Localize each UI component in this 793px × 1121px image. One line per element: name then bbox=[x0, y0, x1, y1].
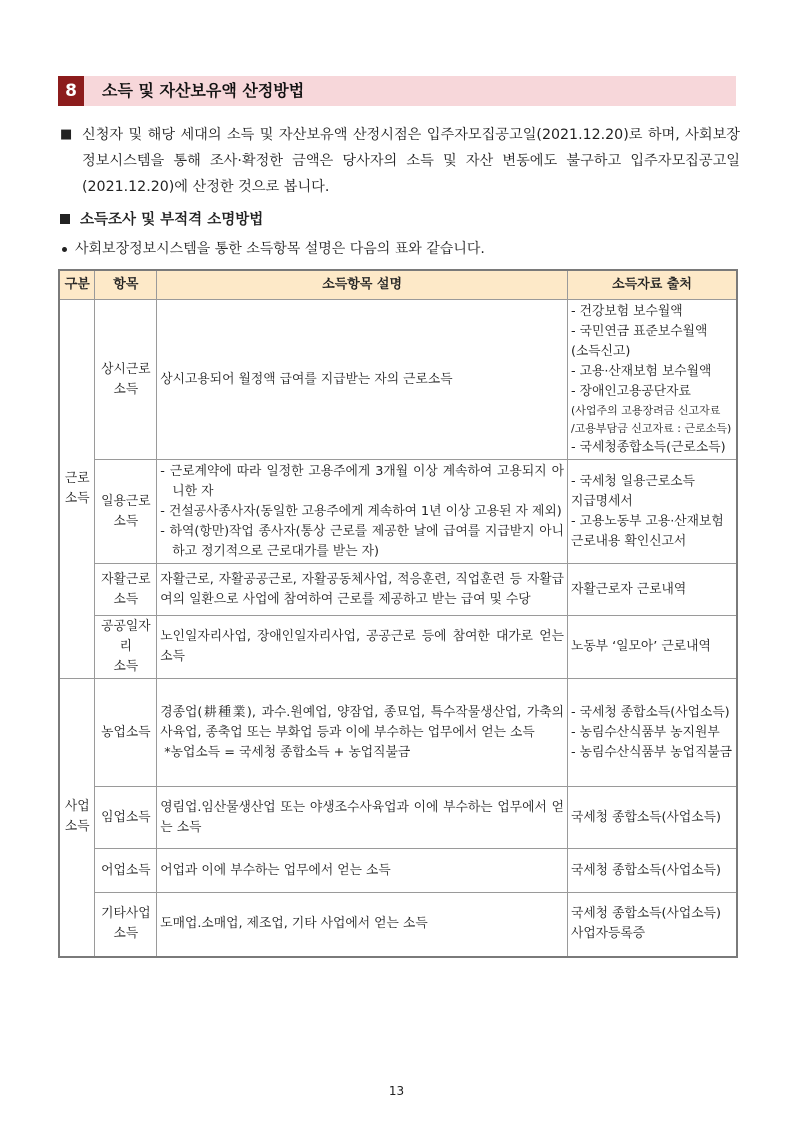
row-source: 국세청 종합소득(사업소득) bbox=[567, 849, 737, 893]
dot-bullet-icon bbox=[62, 247, 67, 252]
intro-paragraph bbox=[60, 122, 740, 200]
list-item: - 고용·산재보험 보수월액 bbox=[570, 363, 712, 379]
table-header-row bbox=[59, 270, 737, 300]
row-item: 공공일자리 소득 bbox=[95, 616, 157, 679]
group-business: 사업 소득 bbox=[59, 679, 95, 957]
income-table bbox=[58, 269, 738, 958]
row-description: 자활근로, 자활공공근로, 자활공동체사업, 적응훈련, 직업훈련 등 자활급여의 일환으로 사업에 참여하여 근로를 제공하고 받는 급여 및 수당 bbox=[157, 564, 568, 616]
list-item: 사업자등록증 bbox=[570, 926, 646, 942]
list-item: - 고용노동부 고용·산재보험 bbox=[570, 513, 724, 529]
row-description: 어업과 이에 부수하는 업무에서 얻는 소득 bbox=[157, 849, 568, 893]
dot-bullet-text: 사회보장정보시스템을 통한 소득항목 설명은 다음의 표와 같습니다. bbox=[75, 241, 485, 257]
dot-bullet-line bbox=[62, 238, 485, 258]
row-source: 자활근로자 근로내역 bbox=[567, 564, 737, 616]
group-labor: 근로 소득 bbox=[59, 300, 95, 679]
header-category: 구분 bbox=[59, 270, 95, 300]
row-item: 농업소득 bbox=[95, 679, 157, 787]
list-item: - 국세청 종합소득(사업소득) bbox=[570, 704, 730, 720]
table-row bbox=[59, 564, 737, 616]
square-bullet-icon: ■ bbox=[60, 127, 73, 142]
row-description bbox=[157, 460, 568, 564]
row-source bbox=[567, 893, 737, 957]
page-number: 13 bbox=[388, 1084, 405, 1098]
square-bullet-icon bbox=[60, 214, 70, 224]
list-item: - 건설공사종사자(동일한 고용주에게 계속하여 1년 이상 고용된 자 제외) bbox=[160, 503, 562, 519]
list-item: 국세청 종합소득(사업소득) bbox=[570, 906, 721, 922]
row-item: 어업소득 bbox=[95, 849, 157, 893]
row-item: 일용근로 소득 bbox=[95, 460, 157, 564]
list-item: 지급명세서 bbox=[570, 493, 633, 509]
row-source: 국세청 종합소득(사업소득) bbox=[567, 787, 737, 849]
subheading bbox=[60, 208, 263, 229]
row-source bbox=[567, 679, 737, 787]
list-item: - 근로계약에 따라 일정한 고용주에게 3개월 이상 계속하여 고용되지 아니한 자 bbox=[160, 463, 564, 499]
row-item: 상시근로 소득 bbox=[95, 300, 157, 460]
row-description: 도매업.소매업, 제조업, 기타 사업에서 얻는 소득 bbox=[157, 893, 568, 957]
list-item: - 하역(항만)작업 종사자(통상 근로를 제공한 날에 급여를 지급받지 아니하고 정기적으로 근로대가를 받는 자) bbox=[160, 523, 564, 559]
row-description: 상시고용되어 월정액 급여를 지급받는 자의 근로소득 bbox=[157, 300, 568, 460]
table-row bbox=[59, 460, 737, 564]
list-item: - 농림수산식품부 농업직불금 bbox=[570, 744, 733, 760]
table-row bbox=[59, 787, 737, 849]
row-source: 노동부 ‘일모아’ 근로내역 bbox=[567, 616, 737, 679]
subheading-text: 소득조사 및 부적격 소명방법 bbox=[80, 212, 264, 228]
list-item: - 장애인고용공단자료 bbox=[570, 383, 691, 399]
row-description-text: 경종업(耕種業), 과수.원예업, 양잠업, 종묘업, 특수작물생산업, 가축의 사육업, 종축업 또는 부화업 등과 이에 부수하는 업무에서 얻는 소득 bbox=[160, 704, 564, 740]
table-row bbox=[59, 300, 737, 460]
section-title: 소득 및 자산보유액 산정방법 bbox=[102, 81, 305, 100]
header-source: 소득자료 출처 bbox=[567, 270, 737, 300]
list-item: - 국민연금 표준보수월액 bbox=[570, 323, 708, 339]
list-item: - 국세청종합소득(근로소득) bbox=[570, 439, 726, 455]
table-row bbox=[59, 616, 737, 679]
list-item: - 건강보험 보수월액 bbox=[570, 303, 683, 319]
intro-text: 신청자 및 해당 세대의 소득 및 자산보유액 산정시점은 입주자모집공고일(2021.12.20)로 하며, 사회보장정보시스템을 통해 조사·확정한 금액은 당사자의 소득 및 자산 변동에도 불구하고 입주자모집공고일(2021.12.20)에 산정한 것으로 봅니다. bbox=[82, 127, 740, 195]
header-description: 소득항목 설명 bbox=[157, 270, 568, 300]
list-item: (소득신고) bbox=[570, 343, 631, 359]
list-item: - 농림수산식품부 농지원부 bbox=[570, 724, 720, 740]
table-row bbox=[59, 679, 737, 787]
row-description: 노인일자리사업, 장애인일자리사업, 공공근로 등에 참여한 대가로 얻는 소득 bbox=[157, 616, 568, 679]
list-item: /고용부담금 신고자료 : 근로소득) bbox=[570, 421, 732, 435]
row-source bbox=[567, 300, 737, 460]
table-row bbox=[59, 893, 737, 957]
list-item: 근로내용 확인신고서 bbox=[570, 533, 687, 549]
row-item: 임업소득 bbox=[95, 787, 157, 849]
table-row bbox=[59, 849, 737, 893]
row-item: 자활근로 소득 bbox=[95, 564, 157, 616]
row-note: *농업소득 = 국세청 종합소득 + 농업직불금 bbox=[164, 744, 411, 760]
header-item: 항목 bbox=[95, 270, 157, 300]
row-source bbox=[567, 460, 737, 564]
section-number: 8 bbox=[58, 76, 84, 106]
list-item: (사업주의 고용장려금 신고자료 bbox=[570, 403, 721, 417]
row-item: 기타사업 소득 bbox=[95, 893, 157, 957]
row-description bbox=[157, 679, 568, 787]
section-header bbox=[58, 76, 736, 106]
row-description: 영림업.임산물생산업 또는 야생조수사육업과 이에 부수하는 업무에서 얻는 소득 bbox=[157, 787, 568, 849]
list-item: - 국세청 일용근로소득 bbox=[570, 473, 695, 489]
